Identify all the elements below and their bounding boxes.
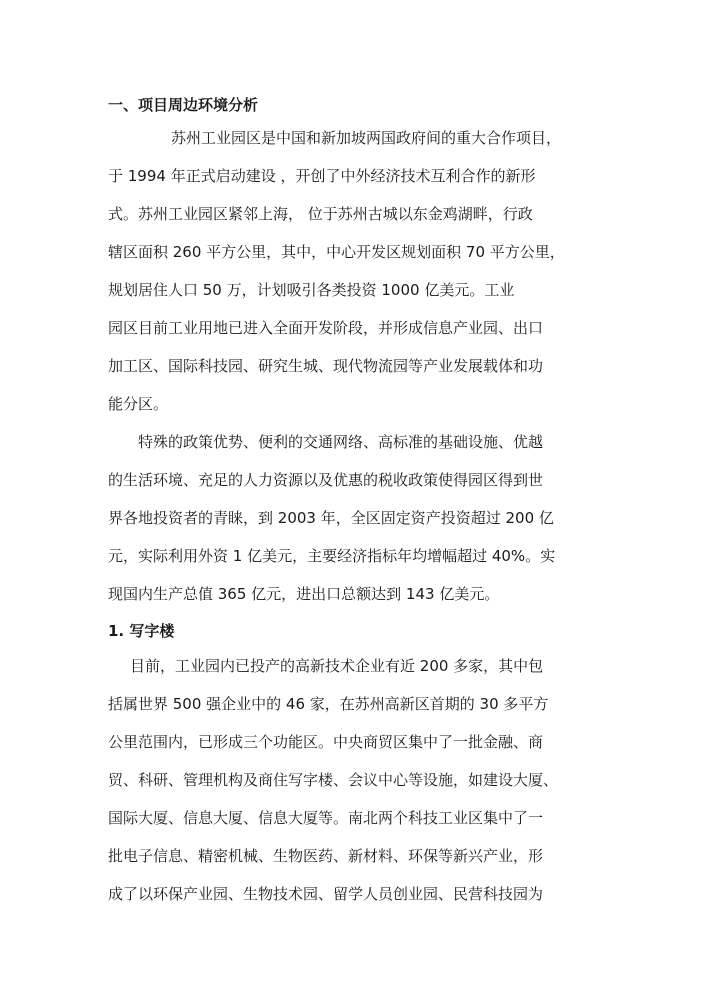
paragraph-line: 括属世界 500 强企业中的 46 家，在苏州高新区首期的 30 多平方 bbox=[108, 695, 549, 713]
paragraph-line: 规划居住人口 50 万，计划吸引各类投资 1000 亿美元。工业 bbox=[108, 281, 515, 299]
paragraph-line: 加工区、国际科技园、研究生城、现代物流园等产业发展载体和功 bbox=[108, 357, 544, 375]
paragraph-line: 公里范围内，已形成三个功能区。中央商贸区集中了一批金融、商 bbox=[108, 733, 544, 751]
paragraph-line: 苏州工业园区是中国和新加坡两国政府间的重大合作项目， bbox=[171, 129, 562, 147]
paragraph-line: 界各地投资者的青睐，到 2003 年，全区固定资产投资超过 200 亿 bbox=[108, 509, 554, 527]
paragraph-line: 式。苏州工业园区紧邻上海， 位于苏州古城以东金鸡湖畔，行政 bbox=[108, 205, 533, 223]
paragraph-line: 辖区面积 260 平方公里，其中，中心开发区规划面积 70 平方公里， bbox=[108, 243, 565, 261]
section-heading-office-buildings: 1. 写字楼 bbox=[108, 622, 175, 640]
paragraph-line: 成了以环保产业园、生物技术园、留学人员创业园、民营科技园为 bbox=[108, 885, 544, 903]
paragraph-line: 元，实际利用外资 1 亿美元，主要经济指标年均增幅超过 40%。实 bbox=[108, 547, 556, 565]
paragraph-line: 国际大厦、信息大厦、信息大厦等。南北两个科技工业区集中了一 bbox=[108, 809, 544, 827]
paragraph-line: 贸、科研、管理机构及商住写字楼、会议中心等设施，如建设大厦、 bbox=[108, 771, 559, 789]
paragraph-line: 园区目前工业用地已进入全面开发阶段，并形成信息产业园、出口 bbox=[108, 319, 544, 337]
section-heading-environment: 一、项目周边环境分析 bbox=[108, 96, 259, 114]
paragraph-line: 特殊的政策优势、便利的交通网络、高标准的基础设施、优越 bbox=[138, 433, 544, 451]
paragraph-line: 于 1994 年正式启动建设 ，开创了中外经济技术互利合作的新形 bbox=[108, 167, 536, 185]
paragraph-line: 现国内生产总值 365 亿元，进出口总额达到 143 亿美元。 bbox=[108, 585, 500, 603]
paragraph-line: 目前，工业园内已投产的高新技术企业有近 200 多家，其中包 bbox=[130, 657, 544, 675]
paragraph-line: 能分区。 bbox=[108, 395, 169, 413]
paragraph-line: 的生活环境、充足的人力资源以及优惠的税收政策使得园区得到世 bbox=[108, 471, 544, 489]
paragraph-line: 批电子信息、精密机械、生物医药、新材料、环保等新兴产业，形 bbox=[108, 847, 544, 865]
